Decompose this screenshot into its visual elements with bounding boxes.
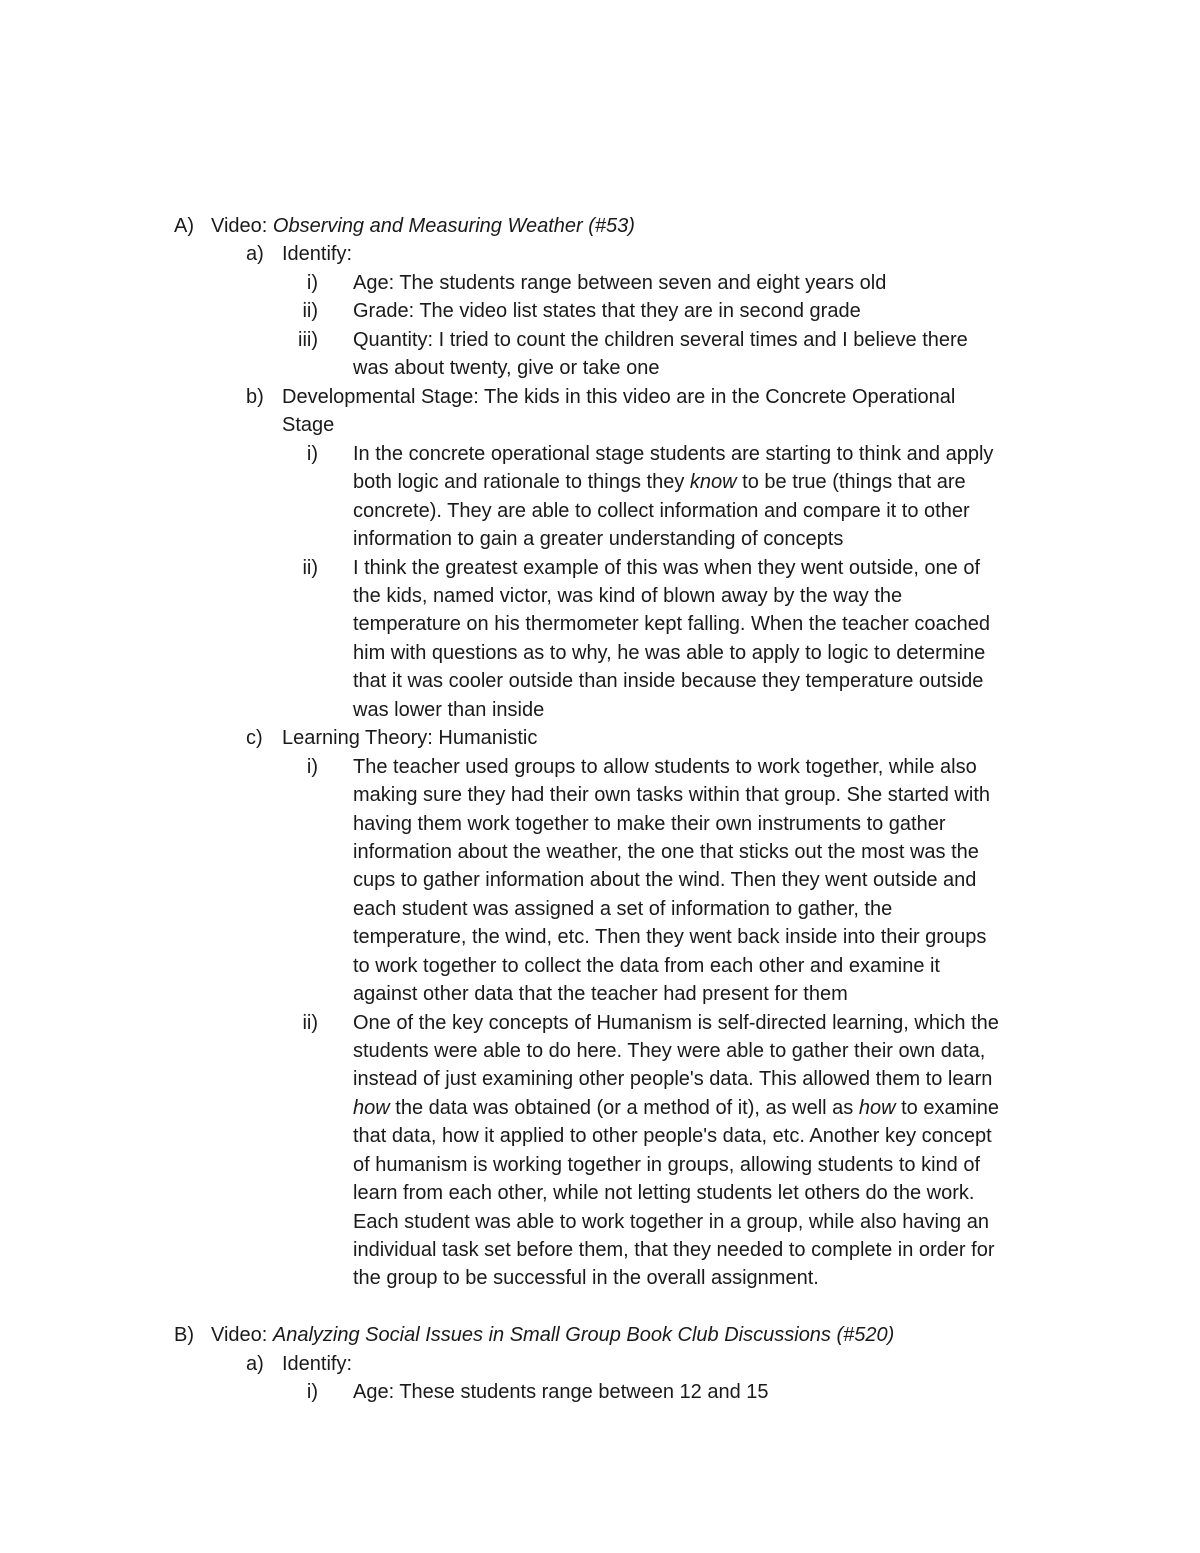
a-c-ii-line: One of the key concepts of Humanism is self-directed learning, which the bbox=[353, 1012, 999, 1034]
b-a-marker: a) bbox=[246, 1353, 264, 1375]
a-a-i-line: Age: The students range between seven and eight years old bbox=[353, 272, 887, 294]
a-b-i-text: to be true (things that are bbox=[736, 471, 966, 493]
a-b-i-emphasis: know bbox=[689, 471, 737, 493]
b-a-i-line: Age: These students range between 12 and 15 bbox=[353, 1381, 769, 1403]
a-a-i-marker: i) bbox=[306, 272, 318, 294]
a-b-i-line bbox=[353, 468, 966, 496]
a-c-ii-line bbox=[353, 1094, 999, 1122]
section-a-heading bbox=[211, 212, 635, 240]
a-c-i-line: temperature, the wind, etc. Then they went back inside into their groups bbox=[353, 926, 987, 948]
a-b-i-marker: i) bbox=[306, 443, 318, 465]
a-b-i-line: information to gain a greater understanding of concepts bbox=[353, 528, 844, 550]
a-c-ii-marker: ii) bbox=[302, 1012, 318, 1034]
a-b-ii-marker: ii) bbox=[302, 557, 318, 579]
a-b-line: Developmental Stage: The kids in this video are in the Concrete Operational bbox=[282, 386, 956, 408]
a-a-label: Identify: bbox=[282, 243, 353, 265]
a-b-line: Stage bbox=[282, 414, 335, 436]
a-c-i-line: The teacher used groups to allow students to work together, while also bbox=[353, 756, 977, 778]
a-c-ii-line: Each student was able to work together in a group, while also having an bbox=[353, 1211, 989, 1233]
a-c-ii-line: learn from each other, while not letting students let others do the work. bbox=[353, 1182, 975, 1204]
a-a-ii-marker: ii) bbox=[302, 300, 318, 322]
section-a-prefix: Video: bbox=[211, 215, 273, 237]
a-c-ii-line: that data, how it applied to other people's data, etc. Another key concept bbox=[353, 1125, 992, 1147]
a-c-ii-line: the group to be successful in the overall assignment. bbox=[353, 1267, 819, 1289]
a-b-i-text: both logic and rationale to things they bbox=[353, 471, 690, 493]
section-a-title: Observing and Measuring Weather (#53) bbox=[272, 215, 635, 237]
a-b-ii-line: that it was cooler outside than inside because they temperature outside bbox=[353, 670, 984, 692]
a-c-ii-line: instead of just examining other people's data. This allowed them to learn bbox=[353, 1068, 993, 1090]
a-c-marker: c) bbox=[246, 727, 263, 749]
a-c-ii-emphasis: how bbox=[353, 1097, 390, 1119]
a-b-i-line: In the concrete operational stage students are starting to think and apply bbox=[353, 443, 994, 465]
a-b-ii-line: temperature on his thermometer kept falling. When the teacher coached bbox=[353, 613, 991, 635]
a-b-ii-line: I think the greatest example of this was when they went outside, one of bbox=[353, 557, 981, 579]
a-b-ii-line: the kids, named victor, was kind of blown away by the way the bbox=[353, 585, 903, 607]
a-b-ii-line: him with questions as to why, he was able to apply to logic to determine bbox=[353, 642, 986, 664]
a-b-i-line: concrete). They are able to collect information and compare it to other bbox=[353, 500, 970, 522]
a-c-i-line: cups to gather information about the wind. Then they went outside and bbox=[353, 869, 977, 891]
a-c-i-line: each student was assigned a set of information to gather, the bbox=[353, 898, 893, 920]
a-c-i-line: making sure they had their own tasks within that group. She started with bbox=[353, 784, 991, 806]
b-a-i-marker: i) bbox=[306, 1381, 318, 1403]
b-a-label: Identify: bbox=[282, 1353, 353, 1375]
section-b-heading bbox=[211, 1321, 894, 1349]
a-c-label: Learning Theory: Humanistic bbox=[282, 727, 538, 749]
a-b-marker: b) bbox=[246, 386, 264, 408]
a-c-i-marker: i) bbox=[306, 756, 318, 778]
section-b-prefix: Video: bbox=[211, 1324, 273, 1346]
a-c-i-line: to work together to collect the data from each other and examine it bbox=[353, 955, 940, 977]
a-a-iii-line: Quantity: I tried to count the children several times and I believe there bbox=[353, 329, 968, 351]
a-a-ii-line: Grade: The video list states that they are in second grade bbox=[353, 300, 861, 322]
a-b-ii-line: was lower than inside bbox=[353, 699, 545, 721]
a-c-ii-line: students were able to do here. They were able to gather their own data, bbox=[353, 1040, 986, 1062]
section-a-marker: A) bbox=[174, 215, 194, 237]
a-a-iii-marker: iii) bbox=[298, 329, 318, 351]
a-c-ii-line: individual task set before them, that they needed to complete in order for bbox=[353, 1239, 995, 1261]
a-c-ii-text: to examine bbox=[895, 1097, 999, 1119]
a-c-ii-emphasis: how bbox=[858, 1097, 896, 1119]
a-a-iii-line: was about twenty, give or take one bbox=[353, 357, 660, 379]
a-c-ii-line: of humanism is working together in groups, allowing students to kind of bbox=[353, 1154, 981, 1176]
a-a-marker: a) bbox=[246, 243, 264, 265]
section-b-title: Analyzing Social Issues in Small Group Book Club Discussions (#520) bbox=[272, 1324, 895, 1346]
a-c-i-line: information about the weather, the one that sticks out the most was the bbox=[353, 841, 979, 863]
a-c-i-line: against other data that the teacher had present for them bbox=[353, 983, 848, 1005]
a-c-i-line: having them work together to make their own instruments to gather bbox=[353, 813, 946, 835]
section-b-marker: B) bbox=[174, 1324, 194, 1346]
a-c-ii-text: the data was obtained (or a method of it), as well as bbox=[389, 1097, 859, 1119]
